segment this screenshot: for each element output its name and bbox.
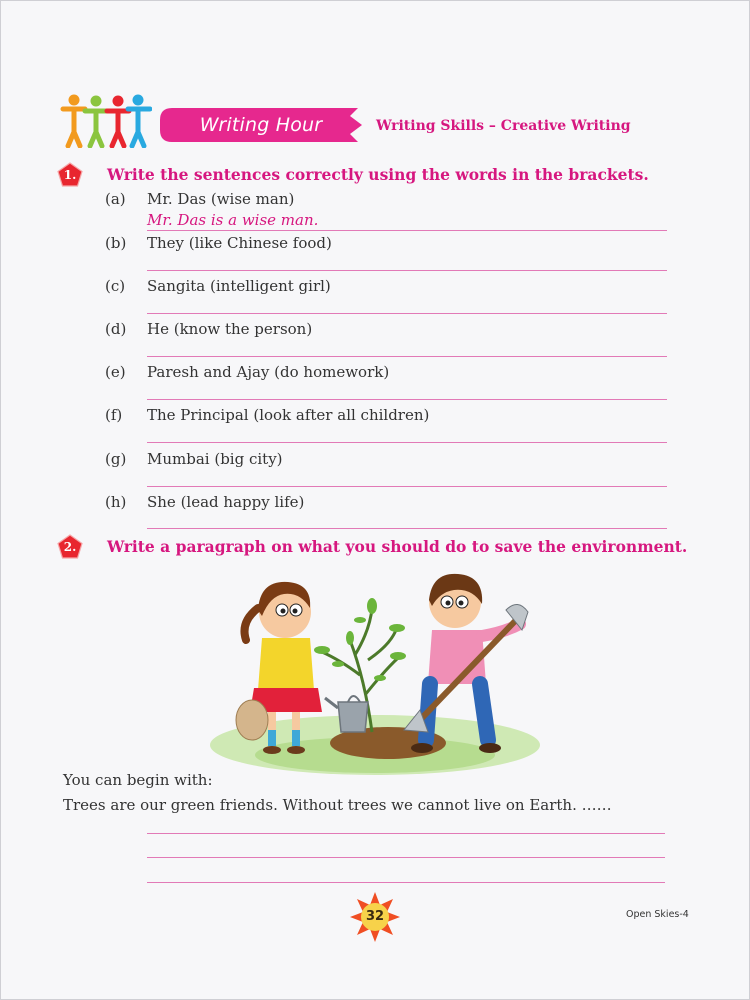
question-1-marker bbox=[57, 162, 83, 188]
answer-line[interactable] bbox=[147, 442, 667, 443]
children-planting-tree-illustration bbox=[200, 560, 550, 780]
answer-line[interactable] bbox=[147, 230, 667, 231]
question-2-number: 2. bbox=[63, 540, 77, 554]
answer-line[interactable] bbox=[147, 356, 667, 357]
question-1-instruction: Write the sentences correctly using the words in the brackets. bbox=[107, 165, 649, 184]
item-answer: Mr. Das is a wise man. bbox=[147, 211, 319, 229]
answer-line[interactable] bbox=[147, 528, 667, 529]
item-prompt: She (lead happy life) bbox=[147, 493, 305, 511]
item-letter: (e) bbox=[105, 363, 126, 381]
item-prompt: Mr. Das (wise man) bbox=[147, 190, 295, 208]
paragraph-line[interactable] bbox=[147, 833, 665, 834]
begin-sentence: Trees are our green friends. Without trees we cannot live on Earth. …… bbox=[63, 796, 612, 814]
children-logo-icon bbox=[60, 92, 152, 148]
item-letter: (d) bbox=[105, 320, 127, 338]
begin-label: You can begin with: bbox=[63, 771, 213, 789]
item-prompt: They (like Chinese food) bbox=[147, 234, 332, 252]
item-prompt: He (know the person) bbox=[147, 320, 313, 338]
item-prompt: Sangita (intelligent girl) bbox=[147, 277, 331, 295]
item-letter: (f) bbox=[105, 406, 123, 424]
answer-line[interactable] bbox=[147, 486, 667, 487]
page-number: 32 bbox=[365, 909, 385, 924]
answer-line[interactable] bbox=[147, 313, 667, 314]
answer-line[interactable] bbox=[147, 399, 667, 400]
item-letter: (b) bbox=[105, 234, 127, 252]
section-title: Writing Hour bbox=[199, 114, 323, 136]
paragraph-line[interactable] bbox=[147, 882, 665, 883]
item-letter: (h) bbox=[105, 493, 127, 511]
item-letter: (g) bbox=[105, 450, 127, 468]
paragraph-line[interactable] bbox=[147, 857, 665, 858]
skill-label: Writing Skills – Creative Writing bbox=[376, 118, 631, 134]
item-prompt: Mumbai (big city) bbox=[147, 450, 283, 468]
item-letter: (c) bbox=[105, 277, 126, 295]
question-1-number: 1. bbox=[63, 168, 77, 182]
book-title: Open Skies-4 bbox=[626, 909, 689, 920]
question-2-instruction: Write a paragraph on what you should do to save the environment. bbox=[107, 537, 688, 556]
answer-line[interactable] bbox=[147, 270, 667, 271]
question-2-marker bbox=[57, 534, 83, 560]
item-prompt: The Principal (look after all children) bbox=[147, 406, 430, 424]
item-letter: (a) bbox=[105, 190, 126, 208]
item-prompt: Paresh and Ajay (do homework) bbox=[147, 363, 390, 381]
